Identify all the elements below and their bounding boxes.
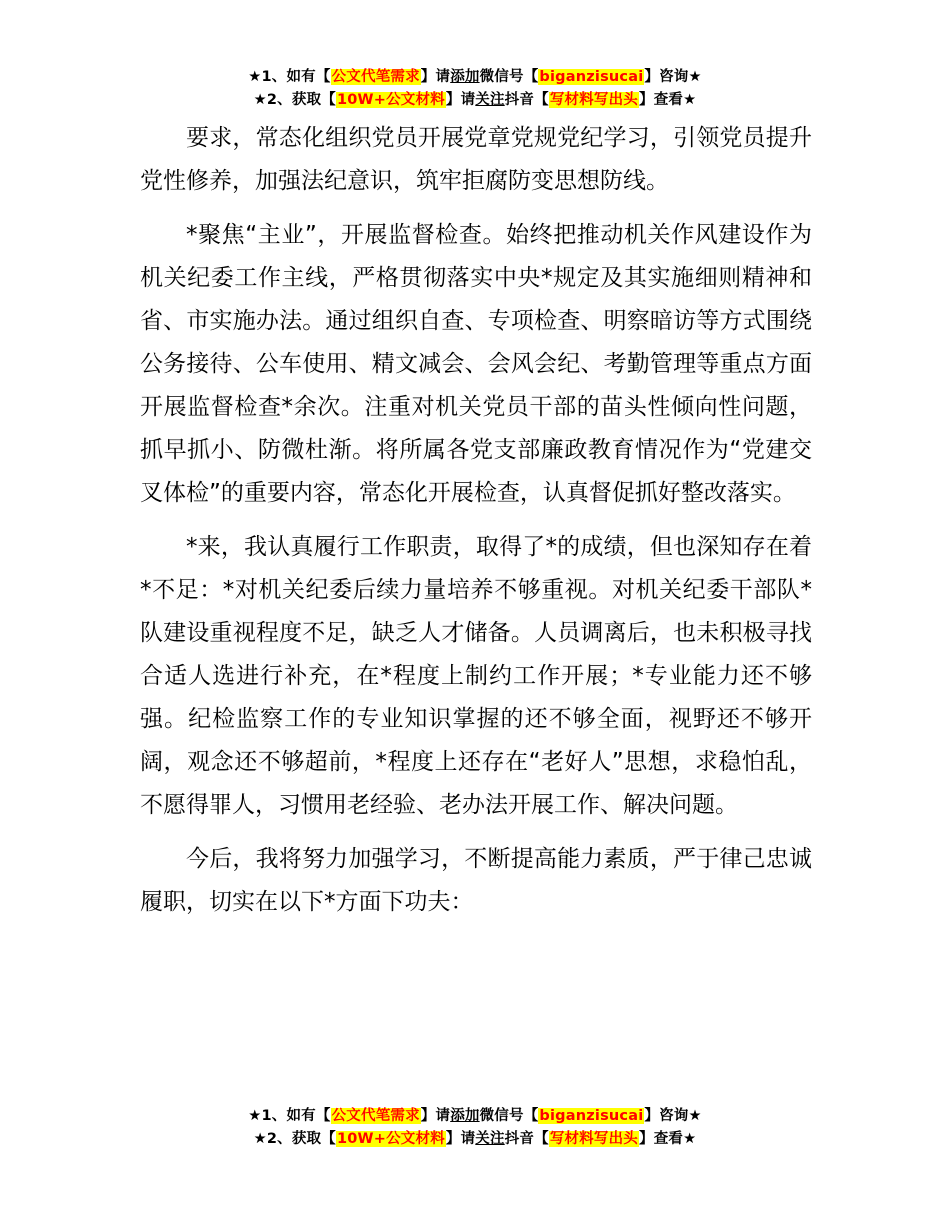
paragraph: 要求，常态化组织党员开展党章党规党纪学习，引领党员提升党性修养，加强法纪意识，筑牢拒腐防变思想防线。 (140, 125, 812, 194)
banner-text: 】咨询★ (644, 69, 702, 85)
banner-text: 】查看★ (639, 92, 697, 108)
highlight-text: biganzisucai (539, 69, 644, 85)
banner-line-1 (0, 1105, 950, 1128)
banner-text: 】请 (420, 1108, 451, 1124)
highlight-text: 10W+公文材料 (336, 92, 445, 108)
highlight-text: 公文代笔需求 (331, 1108, 420, 1124)
banner-text: ★1、如有【 (248, 69, 331, 85)
banner-text: 】请 (445, 1131, 476, 1147)
underlined-text: 添加 (450, 1108, 480, 1124)
paragraph: *聚焦“主业”，开展监督检查。始终把推动机关作风建设作为机关纪委工作主线，严格贯彻落实中央*规定及其实施细则精神和省、市实施办法。通过组织自查、专项检查、明察暗访等方式围绕公务接待、公车使用、精文减会、会风会纪、考勤管理等重点方面开展监督检查*余次。注重对机关党员干部的苗头性倾向性问题，抓早抓小、防微杜渐。将所属各党支部廉政教育情况作为“党建交叉体检”的重要内容，常态化开展检查，认真督促抓好整改落实。 (140, 222, 812, 506)
highlight-text: 10W+公文材料 (336, 1131, 445, 1147)
document-body (140, 117, 812, 935)
banner-text: ★2、获取【 (253, 92, 336, 108)
banner-text: 】请 (420, 69, 451, 85)
highlight-text: biganzisucai (539, 1108, 644, 1124)
banner-text: 】查看★ (639, 1131, 697, 1147)
banner-text: 抖音【 (504, 1131, 549, 1147)
banner-text: 微信号【 (479, 69, 539, 85)
banner-line-2 (0, 89, 950, 112)
banner-text: 微信号【 (479, 1108, 539, 1124)
paragraph: 今后，我将努力加强学习，不断提高能力素质，严于律己忠诚履职，切实在以下*方面下功夫： (140, 846, 812, 915)
highlight-text: 写材料写出头 (549, 1131, 639, 1147)
underlined-text: 关注 (475, 92, 505, 108)
footer-banner (0, 1105, 950, 1151)
banner-line-1 (0, 66, 950, 89)
highlight-text: 公文代笔需求 (331, 69, 420, 85)
banner-line-2 (0, 1128, 950, 1151)
underlined-text: 添加 (450, 69, 480, 85)
banner-text: 抖音【 (504, 92, 549, 108)
banner-text: 】咨询★ (644, 1108, 702, 1124)
banner-text: ★1、如有【 (248, 1108, 331, 1124)
paragraph: *来，我认真履行工作职责，取得了*的成绩，但也深知存在着*不足：*对机关纪委后续力量培养不够重视。对机关纪委干部队*队建设重视程度不足，缺乏人才储备。人员调离后，也未积极寻找合适人选进行补充，在*程度上制约工作开展；*专业能力还不够强。纪检监察工作的专业知识掌握的还不够全面，视野还不够开阔，观念还不够超前，*程度上还存在“老好人”思想，求稳怕乱，不愿得罪人，习惯用老经验、老办法开展工作、解决问题。 (140, 534, 812, 818)
banner-text: ★2、获取【 (253, 1131, 336, 1147)
highlight-text: 写材料写出头 (549, 92, 639, 108)
banner-text: 】请 (445, 92, 476, 108)
underlined-text: 关注 (475, 1131, 505, 1147)
header-banner (0, 66, 950, 112)
